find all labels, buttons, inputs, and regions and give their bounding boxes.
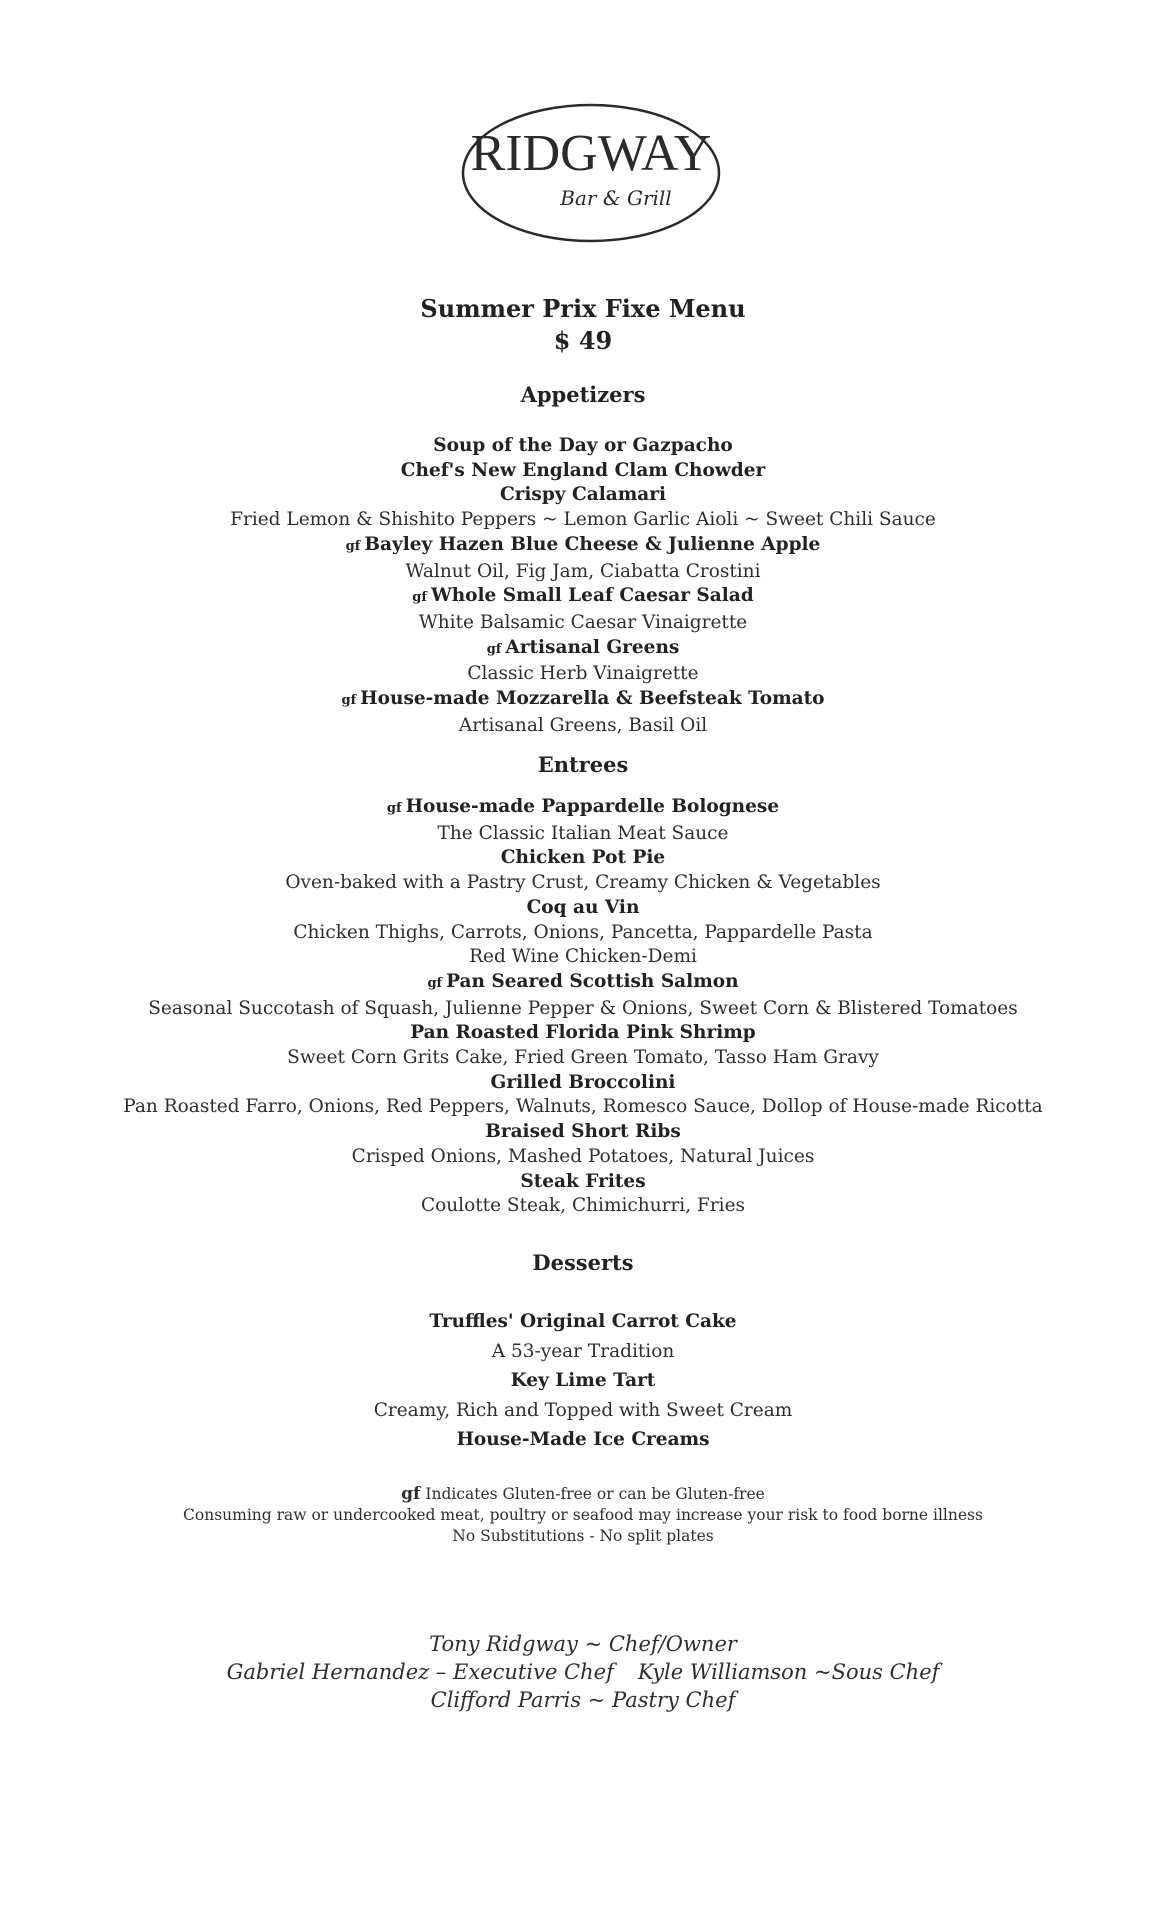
menu-item-name xyxy=(0,1170,1166,1195)
menu-header xyxy=(0,293,1166,357)
menu-title: Summer Prix Fixe Menu xyxy=(420,294,746,323)
menu-item-title: Coq au Vin xyxy=(526,896,640,918)
menu-item-title: Steak Frites xyxy=(520,1170,646,1192)
menu-item-title: Chef's New England Clam Chowder xyxy=(400,459,766,481)
section-title-entrees: Entrees xyxy=(537,752,629,777)
menu-item-name xyxy=(0,795,1166,822)
menu-item-name xyxy=(0,846,1166,871)
substitution-policy: No Substitutions - No split plates xyxy=(452,1527,714,1545)
menu-item-title: Braised Short Ribs xyxy=(485,1121,681,1143)
logo-wordmark: RIDGWAY xyxy=(470,125,712,182)
raw-food-warning: Consuming raw or undercooked meat, poultry or seafood may increase your risk to food borne illness xyxy=(183,1506,983,1524)
menu-item-description: Coulotte Steak, Chimichurri, Fries xyxy=(420,1195,746,1217)
gf-marker: gf xyxy=(345,538,361,554)
desserts-list xyxy=(0,1307,1166,1455)
menu-item-name xyxy=(0,1021,1166,1046)
gf-marker: gf xyxy=(401,1484,421,1504)
menu-item-description: White Balsamic Caesar Vinaigrette xyxy=(418,611,748,633)
menu-item-description: Sweet Corn Grits Cake, Fried Green Tomato, Tasso Ham Gravy xyxy=(287,1047,879,1069)
menu-item-title: Soup of the Day or Gazpacho xyxy=(433,435,733,456)
ridgway-logo xyxy=(456,98,726,248)
gf-marker: gf xyxy=(341,693,357,709)
menu-item-description: The Classic Italian Meat Sauce xyxy=(437,822,729,844)
menu-item-title: Key Lime Tart xyxy=(510,1370,656,1392)
menu-item-description: Classic Herb Vinaigrette xyxy=(467,663,699,685)
menu-item-title: Crispy Calamari xyxy=(499,484,667,506)
logo-oval-icon xyxy=(456,98,726,248)
menu-item-description: Walnut Oil, Fig Jam, Ciabatta Crostini xyxy=(405,560,761,582)
menu-price: $ 49 xyxy=(553,326,613,355)
staff-credits xyxy=(0,1630,1166,1714)
staff-sous-chef: Kyle Williamson ~Sous Chef xyxy=(637,1660,940,1684)
menu-item-name xyxy=(0,1366,1166,1396)
menu-item-description: A 53-year Tradition xyxy=(491,1340,675,1362)
menu-item-name xyxy=(0,1425,1166,1455)
menu-item-title: Chicken Pot Pie xyxy=(500,847,666,869)
menu-item-title: Whole Small Leaf Caesar Salad xyxy=(430,585,754,607)
section-title-desserts: Desserts xyxy=(532,1250,634,1275)
menu-item-description: Creamy, Rich and Topped with Sweet Cream xyxy=(373,1399,793,1421)
gf-marker: gf xyxy=(486,641,502,657)
menu-item-description: Chicken Thighs, Carrots, Onions, Pancetta, Pappardelle Pasta xyxy=(293,921,873,943)
staff-chefs-line xyxy=(0,1658,1166,1686)
menu-item-description: Artisanal Greens, Basil Oil xyxy=(458,714,708,736)
menu-item-name xyxy=(0,1071,1166,1096)
menu-item-title: House-Made Ice Creams xyxy=(456,1429,710,1451)
appetizers-list xyxy=(0,434,1166,738)
menu-item-name xyxy=(0,1120,1166,1145)
menu-item-title: Bayley Hazen Blue Cheese & Julienne Apple xyxy=(364,533,821,555)
menu-item-title: Pan Seared Scottish Salmon xyxy=(446,970,739,992)
staff-exec-chef: Gabriel Hernandez – Executive Chef xyxy=(226,1660,614,1684)
menu-item-title: Grilled Broccolini xyxy=(490,1071,676,1093)
menu-item-name xyxy=(0,483,1166,508)
gf-note-text: Indicates Gluten-free or can be Gluten-free xyxy=(425,1485,765,1503)
menu-item-name xyxy=(0,584,1166,611)
menu-item-name xyxy=(0,434,1166,459)
menu-item-description: Pan Roasted Farro, Onions, Red Peppers, Walnuts, Romesco Sauce, Dollop of House-made Ricotta xyxy=(123,1096,1043,1118)
menu-item-description: Oven-baked with a Pastry Crust, Creamy Chicken & Vegetables xyxy=(285,872,881,894)
entrees-list xyxy=(0,795,1166,1219)
menu-item-name xyxy=(0,533,1166,560)
menu-item-name xyxy=(0,636,1166,663)
menu-item-description: Crisped Onions, Mashed Potatoes, Natural Juices xyxy=(351,1145,815,1167)
menu-item-title: Truffles' Original Carrot Cake xyxy=(429,1311,737,1332)
menu-item-title: House-made Mozzarella & Beefsteak Tomato xyxy=(360,688,825,710)
menu-item-name xyxy=(0,459,1166,484)
section-title-appetizers: Appetizers xyxy=(520,382,646,407)
gf-marker: gf xyxy=(412,590,427,606)
gf-marker: gf xyxy=(386,801,402,816)
menu-item-title: House-made Pappardelle Bolognese xyxy=(405,796,780,817)
menu-item-name xyxy=(0,687,1166,714)
menu-item-description: Seasonal Succotash of Squash, Julienne Pepper & Onions, Sweet Corn & Blistered Tomatoes xyxy=(148,997,1018,1019)
staff-pastry-chef: Clifford Parris ~ Pastry Chef xyxy=(430,1688,736,1712)
staff-owner: Tony Ridgway ~ Chef/Owner xyxy=(429,1632,737,1656)
menu-item-title: Pan Roasted Florida Pink Shrimp xyxy=(410,1022,756,1044)
menu-item-description: Fried Lemon & Shishito Peppers ~ Lemon Garlic Aioli ~ Sweet Chili Sauce xyxy=(230,509,936,531)
menu-item-name xyxy=(0,1307,1166,1337)
menu-item-name xyxy=(0,970,1166,997)
gf-marker: gf xyxy=(427,975,443,991)
footnotes xyxy=(0,1484,1166,1547)
menu-item-name xyxy=(0,896,1166,921)
gf-note xyxy=(0,1484,1166,1505)
menu-item-description: Red Wine Chicken-Demi xyxy=(469,946,697,968)
logo-subtitle: Bar & Grill xyxy=(560,186,672,210)
menu-item-title: Artisanal Greens xyxy=(505,636,680,658)
